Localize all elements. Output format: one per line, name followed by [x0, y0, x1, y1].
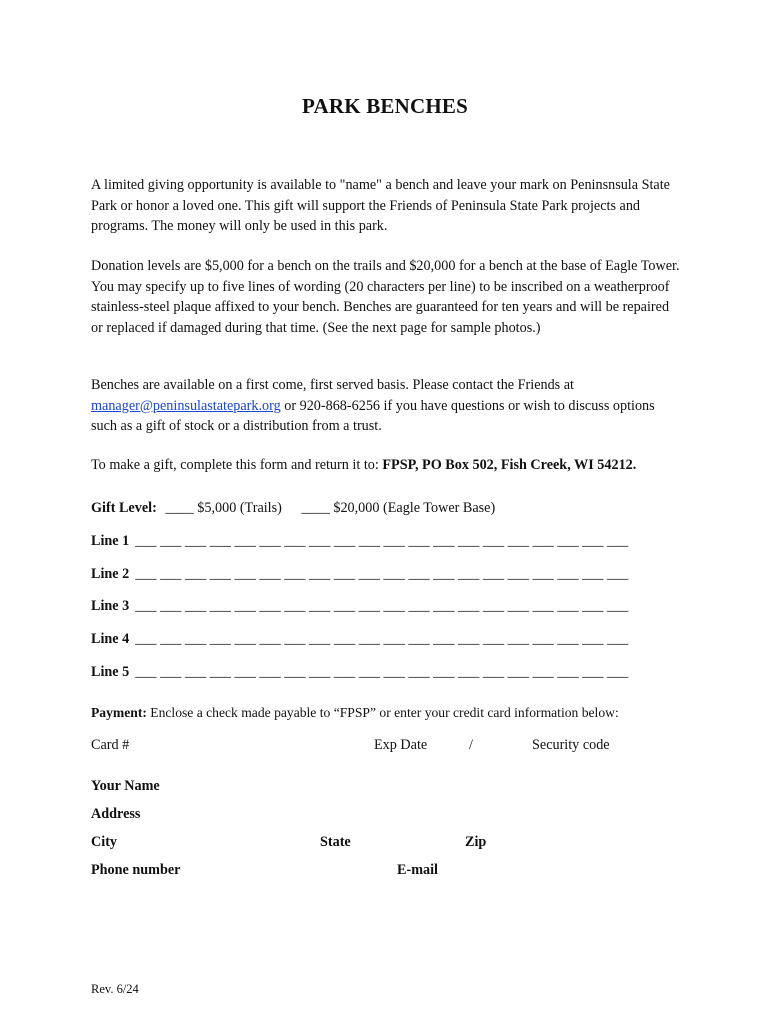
- donation-paragraph: Donation levels are $5,000 for a bench on the trails and $20,000 for a bench at the base of Eagle Tower. You may specify up to five lines of wording (20 characters per line) to be inscribed on a weatherproof stainless-steel plaque affixed to your bench. Benches are guaranteed for ten years and will be repaired or replaced if damaged during that time. (See the next page for sample photos.): [91, 258, 680, 336]
- availability-text-after: or 920-868-6256 if you have questions or wish to discuss options such as a gift of stock or a distribution from a trust.: [91, 397, 655, 434]
- line-label: Line 3: [91, 598, 130, 614]
- exp-date-separator: /: [469, 737, 473, 753]
- inscription-line-3: [91, 598, 628, 615]
- intro-paragraph: A limited giving opportunity is available to "name" a bench and leave your mark on Peninsnsula State Park or honor a loved one. This gift will support the Friends of Peninsula State Park projects and programs. The money will only be used in this park.: [91, 177, 670, 234]
- revision-note: Rev. 6/24: [91, 982, 139, 996]
- gift-level-label: Gift Level:: [91, 500, 157, 516]
- line-blanks[interactable]: ___ ___ ___ ___ ___ ___ ___ ___ ___ ___ ___ ___ ___ ___ ___ ___ ___ ___ ___ ___: [135, 566, 629, 582]
- zip-field[interactable]: Zip: [465, 834, 487, 850]
- gift-option-trails[interactable]: ____ $5,000 (Trails): [165, 500, 282, 516]
- email-link[interactable]: manager@peninsulastatepark.org: [91, 397, 281, 414]
- line-label: Line 2: [91, 566, 130, 582]
- city-field[interactable]: City: [91, 834, 118, 850]
- payment-row: [91, 705, 619, 721]
- line-blanks[interactable]: ___ ___ ___ ___ ___ ___ ___ ___ ___ ___ ___ ___ ___ ___ ___ ___ ___ ___ ___ ___: [135, 533, 629, 549]
- payment-text: Enclose a check made payable to “FPSP” or enter your credit card information below:: [150, 705, 619, 720]
- gift-option-eagle-tower[interactable]: ____ $20,000 (Eagle Tower Base): [301, 500, 496, 516]
- card-number-field[interactable]: Card #: [91, 737, 130, 753]
- payment-label: Payment:: [91, 705, 147, 720]
- inscription-line-1: [91, 533, 628, 550]
- line-label: Line 5: [91, 664, 130, 680]
- line-blanks[interactable]: ___ ___ ___ ___ ___ ___ ___ ___ ___ ___ ___ ___ ___ ___ ___ ___ ___ ___ ___ ___: [135, 598, 629, 614]
- gift-instructions: [91, 455, 683, 476]
- line-blanks[interactable]: ___ ___ ___ ___ ___ ___ ___ ___ ___ ___ ___ ___ ___ ___ ___ ___ ___ ___ ___ ___: [135, 631, 629, 647]
- exp-date-field[interactable]: Exp Date: [374, 737, 428, 753]
- inscription-line-2: [91, 566, 628, 583]
- line-label: Line 1: [91, 533, 130, 549]
- inscription-line-4: [91, 631, 628, 648]
- line-blanks[interactable]: ___ ___ ___ ___ ___ ___ ___ ___ ___ ___ ___ ___ ___ ___ ___ ___ ___ ___ ___ ___: [135, 664, 629, 680]
- availability-paragraph: [91, 375, 683, 437]
- gift-level-row: [91, 500, 495, 517]
- page-title: PARK BENCHES: [302, 94, 468, 118]
- availability-text-before: Benches are available on a first come, first served basis. Please contact the Friends at: [91, 377, 574, 393]
- line-label: Line 4: [91, 631, 130, 647]
- address-field[interactable]: Address: [91, 806, 141, 822]
- mailing-address: FPSP, PO Box 502, Fish Creek, WI 54212.: [382, 457, 637, 473]
- state-field[interactable]: State: [320, 834, 351, 850]
- gift-instructions-text: To make a gift, complete this form and return it to:: [91, 457, 383, 473]
- security-code-field[interactable]: Security code: [532, 737, 610, 753]
- phone-number-field[interactable]: Phone number: [91, 862, 181, 878]
- your-name-field[interactable]: Your Name: [91, 778, 160, 794]
- email-field[interactable]: E-mail: [397, 862, 438, 878]
- inscription-line-5: [91, 664, 628, 681]
